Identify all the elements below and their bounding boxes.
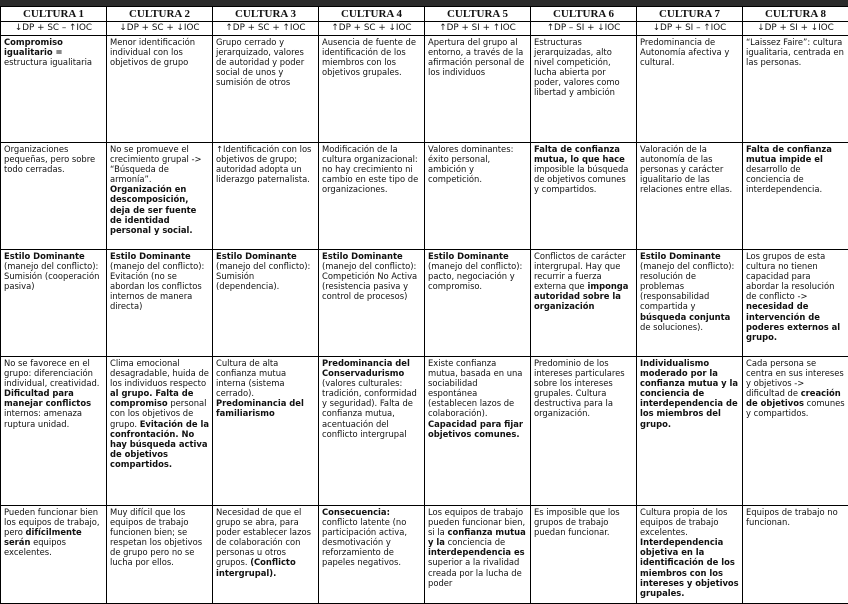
text: Capacidad para fijar objetivos comunes.	[428, 419, 523, 439]
text: Existe confianza mutua, basada en una sociabilidad espontánea (establecen lazos de colaboración).	[428, 358, 522, 418]
cell-r2-c2	[107, 143, 213, 250]
cell-r5-c8: Equipos de trabajo no funcionan.	[743, 506, 848, 604]
text: Estilo Dominante	[428, 251, 509, 261]
text: No se promueve el crecimiento grupal -> “Búsqueda de armonía”.	[110, 144, 202, 184]
text: (manejo del conflicto): Sumisión (dependencia).	[216, 261, 310, 291]
structure-row	[1, 36, 848, 143]
text: Estilo Dominante	[640, 251, 721, 261]
text: Estilo Dominante	[322, 251, 403, 261]
text: Conflictos de carácter intergrupal. Hay que recurrir a fuerza externa que	[534, 251, 626, 291]
cell-r2-c8	[743, 143, 848, 250]
text: interdependencia es	[428, 547, 525, 557]
conflict-style-row	[1, 250, 848, 357]
text: (manejo del conflicto): Sumisión (cooperación pasiva)	[4, 261, 99, 291]
cell-r4-c7	[637, 357, 743, 506]
code-cultura-8: ↓DP + SI + ↓IOC	[743, 22, 848, 36]
text: imponga autoridad sobre la organización	[534, 281, 628, 311]
cell-r1-c5: Apertura del grupo al entorno, a través de la afirmación personal de los individuos	[425, 36, 531, 143]
cell-r4-c6	[531, 357, 637, 506]
code-cultura-1: ↓DP + SC – ↑IOC	[1, 22, 107, 36]
code-cultura-7: ↓DP + SI – ↑IOC	[637, 22, 743, 36]
header-row	[1, 7, 848, 22]
cell-r4-c2	[107, 357, 213, 506]
cell-r3-c1	[1, 250, 107, 357]
code-cultura-2: ↓DP + SC + ↓IOC	[107, 22, 213, 36]
cell-r5-c1	[1, 506, 107, 604]
text: Predominancia del familiarismo	[216, 398, 304, 418]
text: desarrollo de conciencia de interdependencia.	[746, 164, 822, 194]
text: Cada persona se centra en sus intereses y objetivos -> dificultad de	[746, 358, 844, 398]
cell-r3-c6	[531, 250, 637, 357]
text: Interdependencia objetiva en la identificación de los miembros con los intereses y objetivos grupales.	[640, 537, 739, 597]
text: Necesidad de que el grupo se abra, para poder establecer lazos de colaboración con personas u otros grupos.	[216, 507, 311, 567]
code-cultura-3: ↑DP + SC + ↑IOC	[213, 22, 319, 36]
text: estructura igualitaria	[4, 57, 92, 67]
text: (manejo del conflicto): Competición No Activa (resistencia pasiva y control de procesos)	[322, 261, 417, 301]
cell-r5-c4	[319, 506, 425, 604]
text: Estilo Dominante	[4, 251, 85, 261]
cell-r4-c4	[319, 357, 425, 506]
text: Pueden funcionar bien los equipos de trabajo, pero	[4, 507, 100, 537]
cell-r2-c7: Valoración de la autonomía de las personas y carácter igualitario de las relaciones entre ellas.	[637, 143, 743, 250]
cell-r5-c3	[213, 506, 319, 604]
text: al grupo. Falta de compromiso	[110, 388, 193, 408]
cell-r2-c3: ↑Identificación con los objetivos de grupo; autoridad adopta un liderazgo paternalista.	[213, 143, 319, 250]
cell-r5-c5	[425, 506, 531, 604]
text: confianza mutua y la	[428, 527, 526, 547]
cell-r1-c3: Grupo cerrado y jerarquizado, valores de autoridad y poder social de unos y sumisión de otros	[213, 36, 319, 143]
text: (Conflicto intergrupal).	[216, 557, 296, 577]
text: Los equipos de trabajo pueden funcionar bien, si la	[428, 507, 525, 537]
header-cultura-2: CULTURA 2	[107, 7, 213, 22]
text: (manejo del conflicto): resolución de problemas (responsabilidad compartida y	[640, 261, 734, 311]
text: equipos excelentes.	[4, 537, 66, 557]
cell-r1-c2: Menor identificación individual con los objetivos de grupo	[107, 36, 213, 143]
text: superior a la rivalidad creada por la lucha de poder	[428, 557, 522, 587]
text: conciencia de	[445, 537, 505, 547]
cell-r4-c5	[425, 357, 531, 506]
text: Estilo Dominante	[216, 251, 297, 261]
text: comunes y compartidos.	[746, 398, 845, 418]
text: difícilmente serán	[4, 527, 82, 547]
cell-r5-c7	[637, 506, 743, 604]
code-row	[1, 22, 848, 36]
header-cultura-8: CULTURA 8	[743, 7, 848, 22]
cell-r2-c6	[531, 143, 637, 250]
teams-row	[1, 506, 848, 604]
cell-r4-c8	[743, 357, 848, 506]
text: Compromiso igualitario =	[4, 37, 63, 57]
text: Evitación de la confrontación. No hay búsqueda activa de objetivos compartidos.	[110, 419, 209, 469]
cell-r3-c5	[425, 250, 531, 357]
code-cultura-5: ↑DP + SI + ↑IOC	[425, 22, 531, 36]
text: Cultura de alta confianza mutua	[216, 358, 286, 378]
text: Los grupos de esta cultura no tienen capacidad para abordar la resolución de conflicto ->	[746, 251, 834, 301]
text: Predominio de los intereses particulares sobre los intereses grupales. Cultura destructiva para la organización.	[534, 358, 625, 418]
text: de soluciones).	[640, 322, 703, 332]
text: Individualismo moderado por la confianza mutua y la conciencia de interdependencia de los miembros del grupo.	[640, 358, 738, 429]
cell-r1-c6: Estructuras jerarquizadas, alto nivel competición, lucha abierta por poder, valores como libertad y ambición	[531, 36, 637, 143]
cell-r3-c3	[213, 250, 319, 357]
header-cultura-1: CULTURA 1	[1, 7, 107, 22]
text: conflicto latente (no participación activa, desmotivación y reforzamiento de papeles negativos.	[322, 517, 407, 567]
cell-r4-c3	[213, 357, 319, 506]
text: Consecuencia:	[322, 507, 390, 517]
text: Predominancia del Conservadurismo	[322, 358, 410, 378]
header-cultura-6: CULTURA 6	[531, 7, 637, 22]
text: búsqueda conjunta	[640, 312, 730, 322]
text: personal con los objetivos de grupo.	[110, 398, 207, 428]
cell-r2-c5: Valores dominantes: éxito personal, ambición y competición.	[425, 143, 531, 250]
text: Clima emocional desagradable, huida de los individuos respecto	[110, 358, 209, 388]
text: necesidad de intervención de poderes externos al grupo.	[746, 301, 840, 341]
header-cultura-7: CULTURA 7	[637, 7, 743, 22]
cell-r4-c1	[1, 357, 107, 506]
header-cultura-3: CULTURA 3	[213, 7, 319, 22]
text: (manejo del conflicto): pacto, negociación y compromiso.	[428, 261, 522, 291]
text: creación de objetivos	[746, 388, 841, 408]
text: Estilo Dominante	[110, 251, 191, 261]
cell-r3-c7	[637, 250, 743, 357]
cell-r1-c8: “Laissez Faire”: cultura igualitaria, centrada en las personas.	[743, 36, 848, 143]
cell-r1-c4: Ausencia de fuente de identificación de los miembros con los objetivos grupales.	[319, 36, 425, 143]
text: Dificultad para manejar conflictos	[4, 388, 91, 408]
text: interna (sistema cerrado).	[216, 378, 285, 398]
cell-r5-c2: Muy difícil que los equipos de trabajo funcionen bien; se respetan los objetivos de grupo pero no se lucha por ellos.	[107, 506, 213, 604]
cell-r3-c8	[743, 250, 848, 357]
cell-r3-c4	[319, 250, 425, 357]
text: Falta de confianza mutua, lo que hace	[534, 144, 625, 164]
cell-r3-c2	[107, 250, 213, 357]
text: (manejo del conflicto): Evitación (no se abordan los conflictos internos de manera directa)	[110, 261, 204, 311]
text: Organización en descomposición, deja de ser fuente de identidad personal y social.	[110, 184, 196, 234]
cultures-table	[0, 6, 848, 604]
text: No se favorece en el grupo: diferenciación individual, creatividad.	[4, 358, 99, 388]
cell-r1-c7: Predominancia de Autonomía afectiva y cultural.	[637, 36, 743, 143]
header-cultura-4: CULTURA 4	[319, 7, 425, 22]
climate-row	[1, 357, 848, 506]
text: Falta de confianza mutua impide el	[746, 144, 832, 164]
cell-r1-c1	[1, 36, 107, 143]
text: internos: amenaza ruptura unidad.	[4, 408, 82, 428]
code-cultura-4: ↑DP + SC + ↓IOC	[319, 22, 425, 36]
text: (valores culturales: tradición, conformidad y seguridad). Falta de confianza mutua, acentuación del conflicto intergrupal	[322, 378, 417, 438]
cell-r2-c1: Organizaciones pequeñas, pero sobre todo cerradas.	[1, 143, 107, 250]
header-cultura-5: CULTURA 5	[425, 7, 531, 22]
code-cultura-6: ↑DP – SI + ↓IOC	[531, 22, 637, 36]
values-row	[1, 143, 848, 250]
cell-r2-c4: Modificación de la cultura organizacional: no hay crecimiento ni cambio en este tipo de organizaciones.	[319, 143, 425, 250]
text: Cultura propia de los equipos de trabajo excelentes.	[640, 507, 727, 537]
text: imposible la búsqueda de objetivos comunes y compartidos.	[534, 164, 628, 194]
cell-r5-c6: Es imposible que los grupos de trabajo puedan funcionar.	[531, 506, 637, 604]
